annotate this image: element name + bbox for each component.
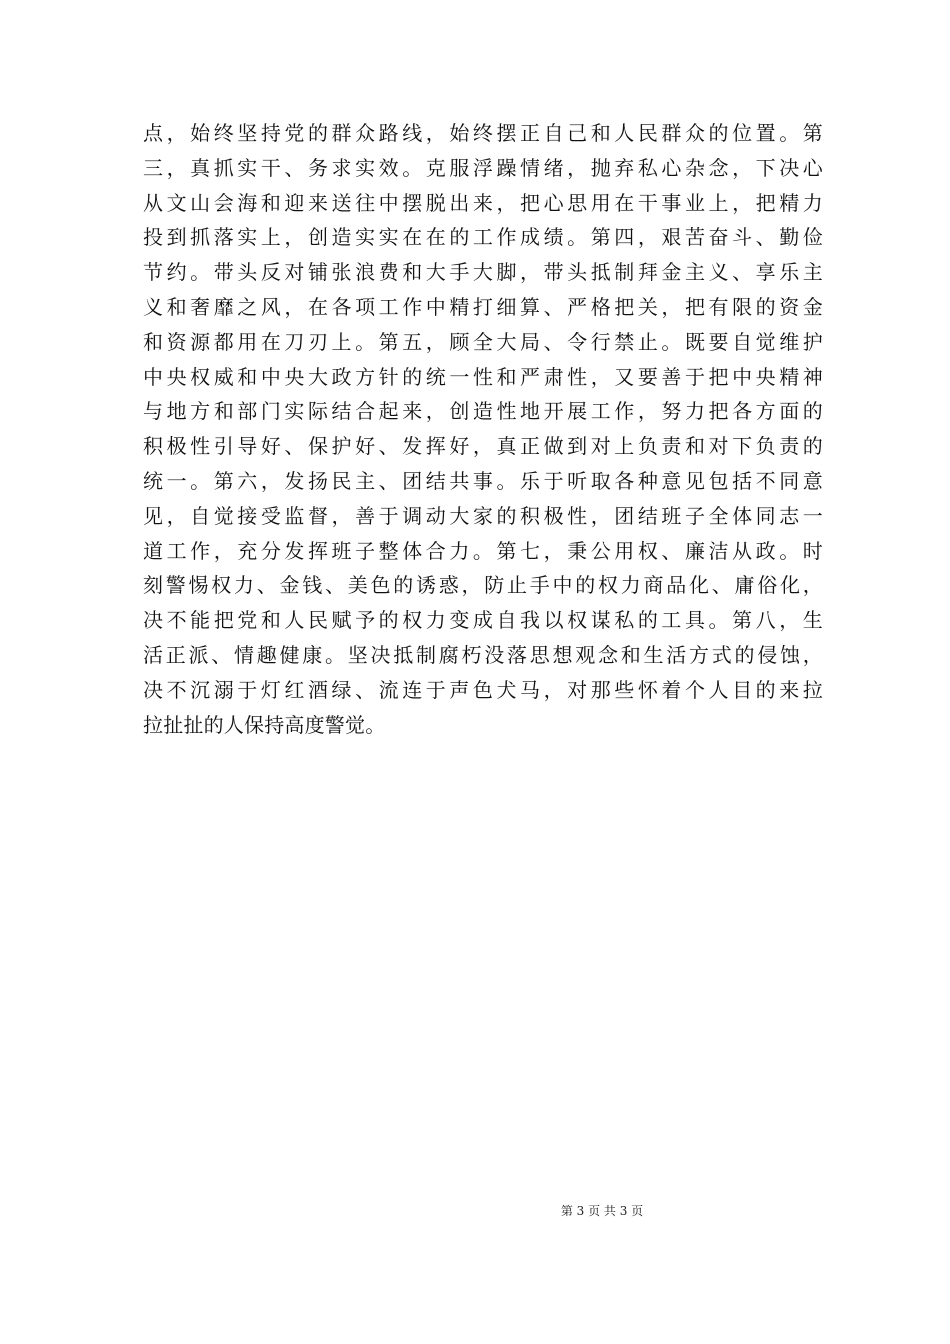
text-line: 投到抓落实上，创造实实在在的工作成绩。第四，艰苦奋斗、勤俭: [143, 225, 823, 250]
page-footer: [0, 1203, 950, 1219]
text-line: 活正派、情趣健康。坚决抵制腐朽没落思想观念和生活方式的侵蚀，: [143, 642, 823, 667]
text-line: 节约。带头反对铺张浪费和大手大脚，带头抵制拜金主义、享乐主: [143, 260, 823, 285]
page-number-label: 第 3 页 共 3 页: [560, 1204, 644, 1218]
text-line: 和资源都用在刀刃上。第五，顾全大局、令行禁止。既要自觉维护: [143, 329, 823, 354]
body-text: [143, 116, 823, 742]
text-line: 决不能把党和人民赋予的权力变成自我以权谋私的工具。第八，生: [143, 608, 823, 633]
text-line: 中央权威和中央大政方针的统一性和严肃性，又要善于把中央精神: [143, 364, 823, 389]
text-line: 三，真抓实干、务求实效。克服浮躁情绪，抛弃私心杂念，下决心: [143, 155, 823, 180]
text-line: 刻警惕权力、金钱、美色的诱惑，防止手中的权力商品化、庸俗化，: [143, 573, 823, 598]
text-line: 统一。第六，发扬民主、团结共事。乐于听取各种意见包括不同意: [143, 468, 823, 493]
text-line: 与地方和部门实际结合起来，创造性地开展工作，努力把各方面的: [143, 399, 823, 424]
text-line: 积极性引导好、保护好、发挥好，真正做到对上负责和对下负责的: [143, 434, 823, 459]
text-line: 道工作，充分发挥班子整体合力。第七，秉公用权、廉洁从政。时: [143, 538, 823, 563]
text-line: 义和奢靡之风，在各项工作中精打细算、严格把关，把有限的资金: [143, 294, 823, 319]
text-line: 决不沉溺于灯红酒绿、流连于声色犬马，对那些怀着个人目的来拉: [143, 677, 823, 702]
text-line: 点，始终坚持党的群众路线，始终摆正自己和人民群众的位置。第: [143, 121, 823, 145]
text-line: 见，自觉接受监督，善于调动大家的积极性，团结班子全体同志一: [143, 503, 823, 528]
text-line: 从文山会海和迎来送往中摆脱出来，把心思用在干事业上，把精力: [143, 190, 823, 215]
text-line-last: 拉扯扯的人保持高度警觉。: [143, 712, 386, 737]
